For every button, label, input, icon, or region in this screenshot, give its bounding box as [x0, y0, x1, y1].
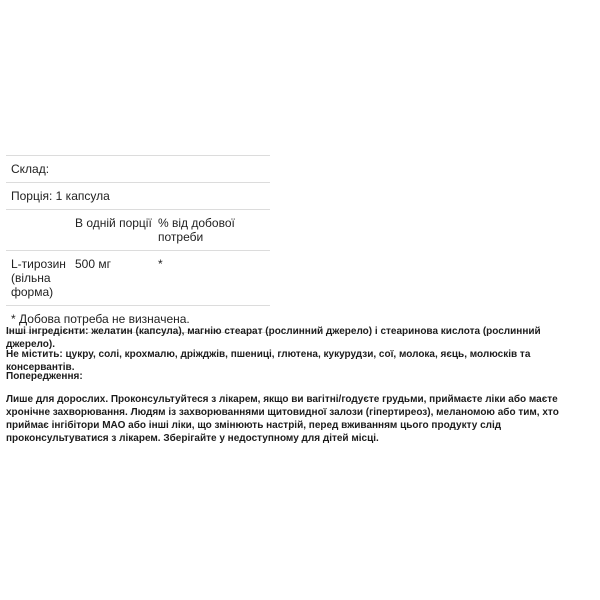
warnings-text: Лише для дорослих. Проконсультуйтеся з лікарем, якщо ви вагітні/годуєте грудьми, приймаєте ліки або маєте хронічне захворювання. Людям із захворюваннями щитовидної залози (гіпертиреоз), меланомою або тим, хто приймає інгібітори МАО або інші ліки, що змінюють настрій, перед вживанням цього продукту слід проконсультуватися з лікарем. Зберігайте у недоступному для дітей місці. — [6, 394, 559, 444]
header-per-serving: В одній порції — [75, 216, 152, 230]
other-ingredients-text: Інші інгредієнти: желатин (капсула), магнію стеарат (рослинний джерело) і стеаринова кислота (рослинний джерело). — [6, 326, 541, 350]
ingredient-daily-value: * — [158, 257, 163, 271]
header-empty-cell — [6, 210, 71, 250]
header-daily-value: % від добової потреби — [158, 216, 235, 244]
column-header-row — [6, 209, 270, 250]
free-of-text: Не містить: цукру, солі, крохмалю, дріжджів, пшениці, глютена, кукурудзи, сої, молока, яєць, молюсків та консервантів. — [6, 349, 531, 373]
warnings-heading: Попередження: — [6, 371, 83, 382]
serving-size: Порція: 1 капсула — [11, 189, 110, 203]
ingredient-name: L-тирозин (вільна форма) — [11, 257, 66, 299]
ingredient-row — [6, 250, 270, 305]
serving-size-row — [6, 182, 270, 209]
daily-value-footnote: * Добова потреба не визначена. — [11, 312, 190, 326]
supplement-facts-table — [6, 155, 270, 333]
facts-title-row — [6, 155, 270, 182]
facts-title: Склад: — [11, 162, 50, 176]
ingredient-amount: 500 мг — [75, 257, 111, 271]
